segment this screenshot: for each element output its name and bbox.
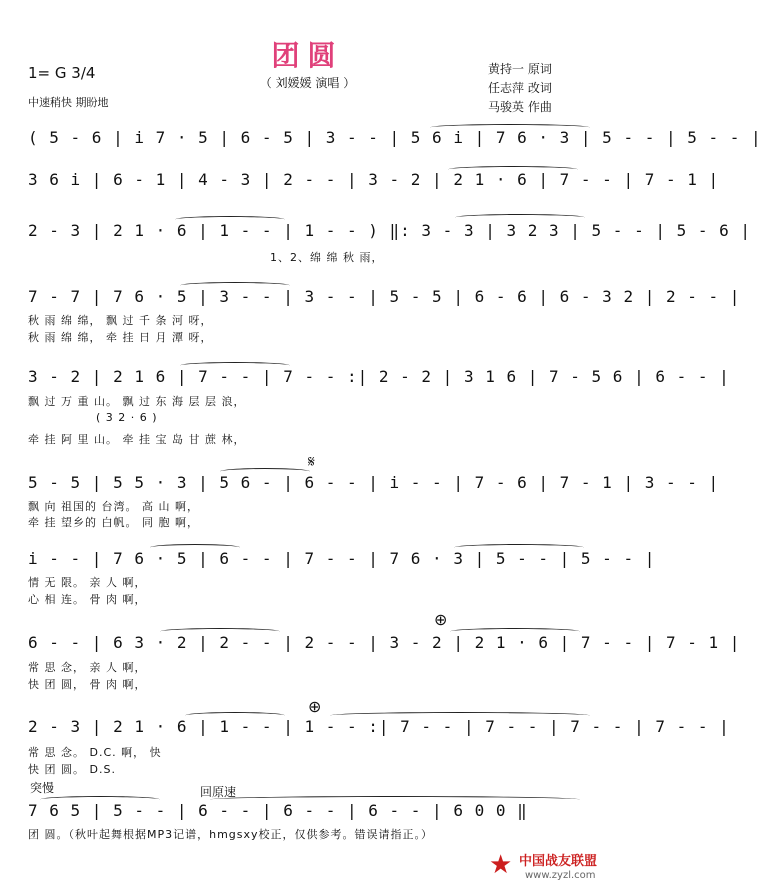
slur-11 — [450, 628, 580, 635]
slur-13 — [330, 712, 590, 719]
slur-8 — [150, 544, 240, 551]
tempo-marking: 中速稍快 期盼地 — [28, 96, 109, 109]
staff-line-4: 7 - 7 | 7 6 · 5 | 3 - - | 3 - - | 5 - 5 | 6 - 6 | 6 - 3 2 | 2 - - | — [28, 287, 741, 306]
watermark-sub: www.zyzl.com — [525, 870, 596, 881]
lyric-line-7b: 心 相 连。 骨 肉 啊， — [28, 593, 147, 606]
segno-icon: 𝄋 — [308, 452, 315, 471]
watermark-main: 中国战友联盟 — [519, 854, 598, 869]
lyric-line-10: 团 圆。（秋叶起舞根据MP3记谱，hmgsxy校正，仅供参考。错误请指正。） — [28, 828, 434, 841]
lyric-line-5b: 牵 挂 阿 里 山。 牵 挂 宝 岛 甘 蔗 林， — [28, 433, 246, 446]
staff-line-1: ( 5 - 6 | i 7 · 5 | 6 - 5 | 3 - - | 5 6 i | 7 6 · 3 | 5 - - | 5 - - | — [28, 128, 762, 147]
staff-line-6: 5 - 5 | 5 5 · 3 | 5 6 - | 6 - - | i - - | 7 - 6 | 7 - 1 | 3 - - | — [28, 473, 720, 492]
slur-1 — [430, 124, 590, 131]
slur-14 — [40, 796, 160, 803]
lyric-line-8a: 常 思 念， 亲 人 啊， — [28, 661, 147, 674]
lyric-line-4b: 秋 雨 绵 绵， 牵 挂 日 月 潭 呀， — [28, 331, 213, 344]
back-tempo-mark: 回原速 — [200, 785, 237, 799]
performer-line: （ 刘媛媛 演唱 ） — [259, 76, 356, 90]
lyric-line-9b: 快 团 圆。 D.S. — [28, 763, 116, 776]
slur-6 — [180, 362, 290, 369]
site-watermark-logo — [485, 848, 607, 888]
credits — [488, 60, 552, 117]
slur-9 — [454, 544, 584, 551]
lyric-line-5-sub: ( 3 2 · 6 ) — [96, 411, 158, 424]
credit-lyric-revised: 任志萍 改词 — [488, 81, 552, 95]
slur-2 — [448, 166, 578, 173]
key-signature: 1= G 3/4 — [28, 64, 96, 82]
lyric-line-6a: 飘 向 祖国的 台湾。 高 山 啊， — [28, 500, 199, 513]
slow-mark: 突慢 — [30, 781, 55, 795]
staff-line-10: 7 6 5 | 5 - - | 6 - - | 6 - - | 6 - - | 6 0 0 ‖ — [28, 801, 528, 820]
slur-3 — [175, 216, 285, 223]
staff-line-9: 2 - 3 | 2 1 · 6 | 1 - - | 1 - - :| 7 - - | 7 - - | 7 - - | 7 - - | — [28, 717, 730, 736]
coda-icon: ⊕ — [434, 610, 448, 629]
lyric-line-3a: 1、2、绵 绵 秋 雨， — [270, 251, 384, 264]
lyric-line-6b: 牵 挂 望乡的 白帆。 同 胞 啊， — [28, 516, 199, 529]
lyric-line-4a: 秋 雨 绵 绵， 飘 过 千 条 河 呀， — [28, 314, 213, 327]
credit-composer: 马骏英 作曲 — [488, 100, 552, 114]
slur-4 — [455, 214, 585, 221]
lyric-line-8b: 快 团 圆， 骨 肉 啊， — [28, 678, 147, 691]
slur-5 — [180, 282, 290, 289]
star-icon: ★ — [489, 850, 513, 880]
staff-line-7: i - - | 7 6 · 5 | 6 - - | 7 - - | 7 6 · 3 | 5 - - | 5 - - | — [28, 549, 656, 568]
staff-line-5: 3 - 2 | 2 1 6 | 7 - - | 7 - - :| 2 - 2 | 3 1 6 | 7 - 5 6 | 6 - - | — [28, 367, 730, 386]
staff-line-8: 6 - - | 6 3 · 2 | 2 - - | 2 - - | 3 - 2 | 2 1 · 6 | 7 - - | 7 - 1 | — [28, 633, 741, 652]
credit-lyric-original: 黄持一 原词 — [488, 62, 552, 76]
staff-line-2: 3 6 i | 6 - 1 | 4 - 3 | 2 - - | 3 - 2 | 2 1 · 6 | 7 - - | 7 - 1 | — [28, 170, 720, 189]
lyric-line-7a: 情 无 限。 亲 人 啊， — [28, 576, 147, 589]
coda-icon-2: ⊕ — [308, 697, 322, 716]
slur-7 — [220, 468, 310, 475]
slur-15 — [210, 796, 580, 803]
slur-12 — [185, 712, 285, 719]
staff-line-3: 2 - 3 | 2 1 · 6 | 1 - - | 1 - - ) ‖: 3 - 3 | 3 2 3 | 5 - - | 5 - 6 | — [28, 221, 752, 240]
song-title: 团圆 — [271, 39, 344, 72]
lyric-line-9a: 常 思 念。 D.C. 啊， 快 — [28, 746, 162, 759]
lyric-line-5a: 飘 过 万 重 山。 飘 过 东 海 层 层 浪， — [28, 395, 246, 408]
slur-10 — [160, 628, 280, 635]
